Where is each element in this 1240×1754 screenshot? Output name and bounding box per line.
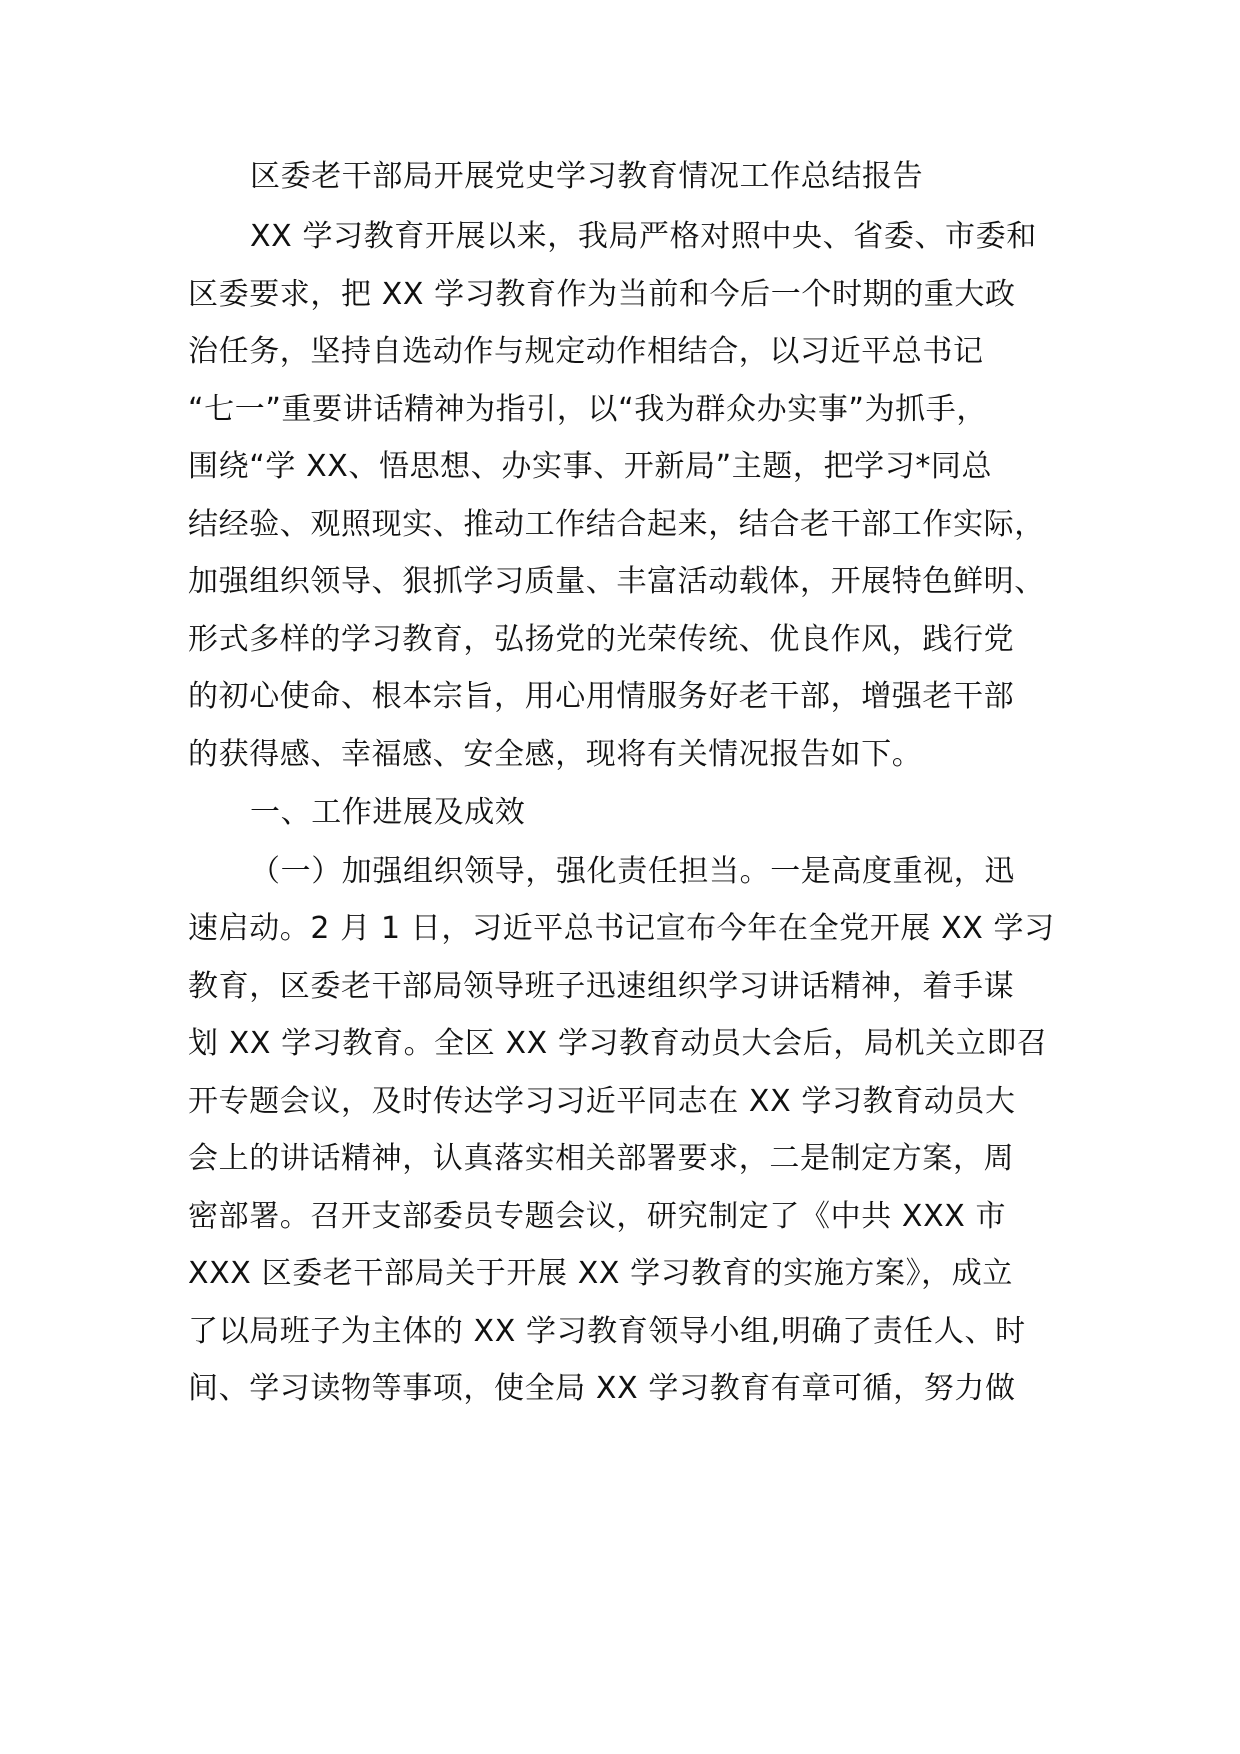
paragraph-line: 密部署。召开支部委员专题会议，研究制定了《中共 XXX 市: [188, 1199, 1007, 1234]
section-heading: 一、工作进展及成效: [250, 795, 526, 830]
paragraph-line: 的获得感、幸福感、安全感，现将有关情况报告如下。: [188, 737, 923, 772]
paragraph-line: 结经验、观照现实、推动工作结合起来，结合老干部工作实际，: [188, 507, 1045, 542]
paragraph-line: 形式多样的学习教育，弘扬党的光荣传统、优良作风，践行党: [188, 622, 1015, 657]
paragraph-line: 划 XX 学习教育。全区 XX 学习教育动员大会后，局机关立即召: [188, 1026, 1048, 1061]
paragraph-line: 教育，区委老干部局领导班子迅速组织学习讲话精神，着手谋: [188, 969, 1015, 1004]
paragraph-line: “七一”重要讲话精神为指引，以“我为群众办实事”为抓手，: [188, 392, 987, 427]
paragraph-line: XX 学习教育开展以来，我局严格对照中央、省委、市委和: [250, 219, 1037, 254]
paragraph-line: XXX 区委老干部局关于开展 XX 学习教育的实施方案》，成立: [188, 1256, 1013, 1291]
paragraph-line: 围绕“学 XX、悟思想、办实事、开新局”主题，把学习*同总: [188, 449, 993, 484]
paragraph-line: 了以局班子为主体的 XX 学习教育领导小组,明确了责任人、时: [188, 1314, 1026, 1349]
document-title: 区委老干部局开展党史学习教育情况工作总结报告: [250, 159, 924, 194]
paragraph-line: 会上的讲话精神，认真落实相关部署要求，二是制定方案，周: [188, 1141, 1015, 1176]
paragraph-line: 的初心使命、根本宗旨，用心用情服务好老干部，增强老干部: [188, 679, 1015, 714]
paragraph-line: （一）加强组织领导，强化责任担当。一是高度重视，迅: [250, 854, 1015, 889]
paragraph-line: 加强组织领导、狠抓学习质量、丰富活动载体，开展特色鲜明、: [188, 564, 1045, 599]
paragraph-line: 区委要求，把 XX 学习教育作为当前和今后一个时期的重大政: [188, 277, 1016, 312]
paragraph-line: 速启动。2 月 1 日，习近平总书记宣布今年在全党开展 XX 学习: [188, 911, 1055, 946]
paragraph-line: 治任务，坚持自选动作与规定动作相结合，以习近平总书记: [188, 334, 984, 369]
paragraph-line: 间、学习读物等事项，使全局 XX 学习教育有章可循，努力做: [188, 1371, 1016, 1406]
paragraph-line: 开专题会议，及时传达学习习近平同志在 XX 学习教育动员大: [188, 1084, 1016, 1119]
